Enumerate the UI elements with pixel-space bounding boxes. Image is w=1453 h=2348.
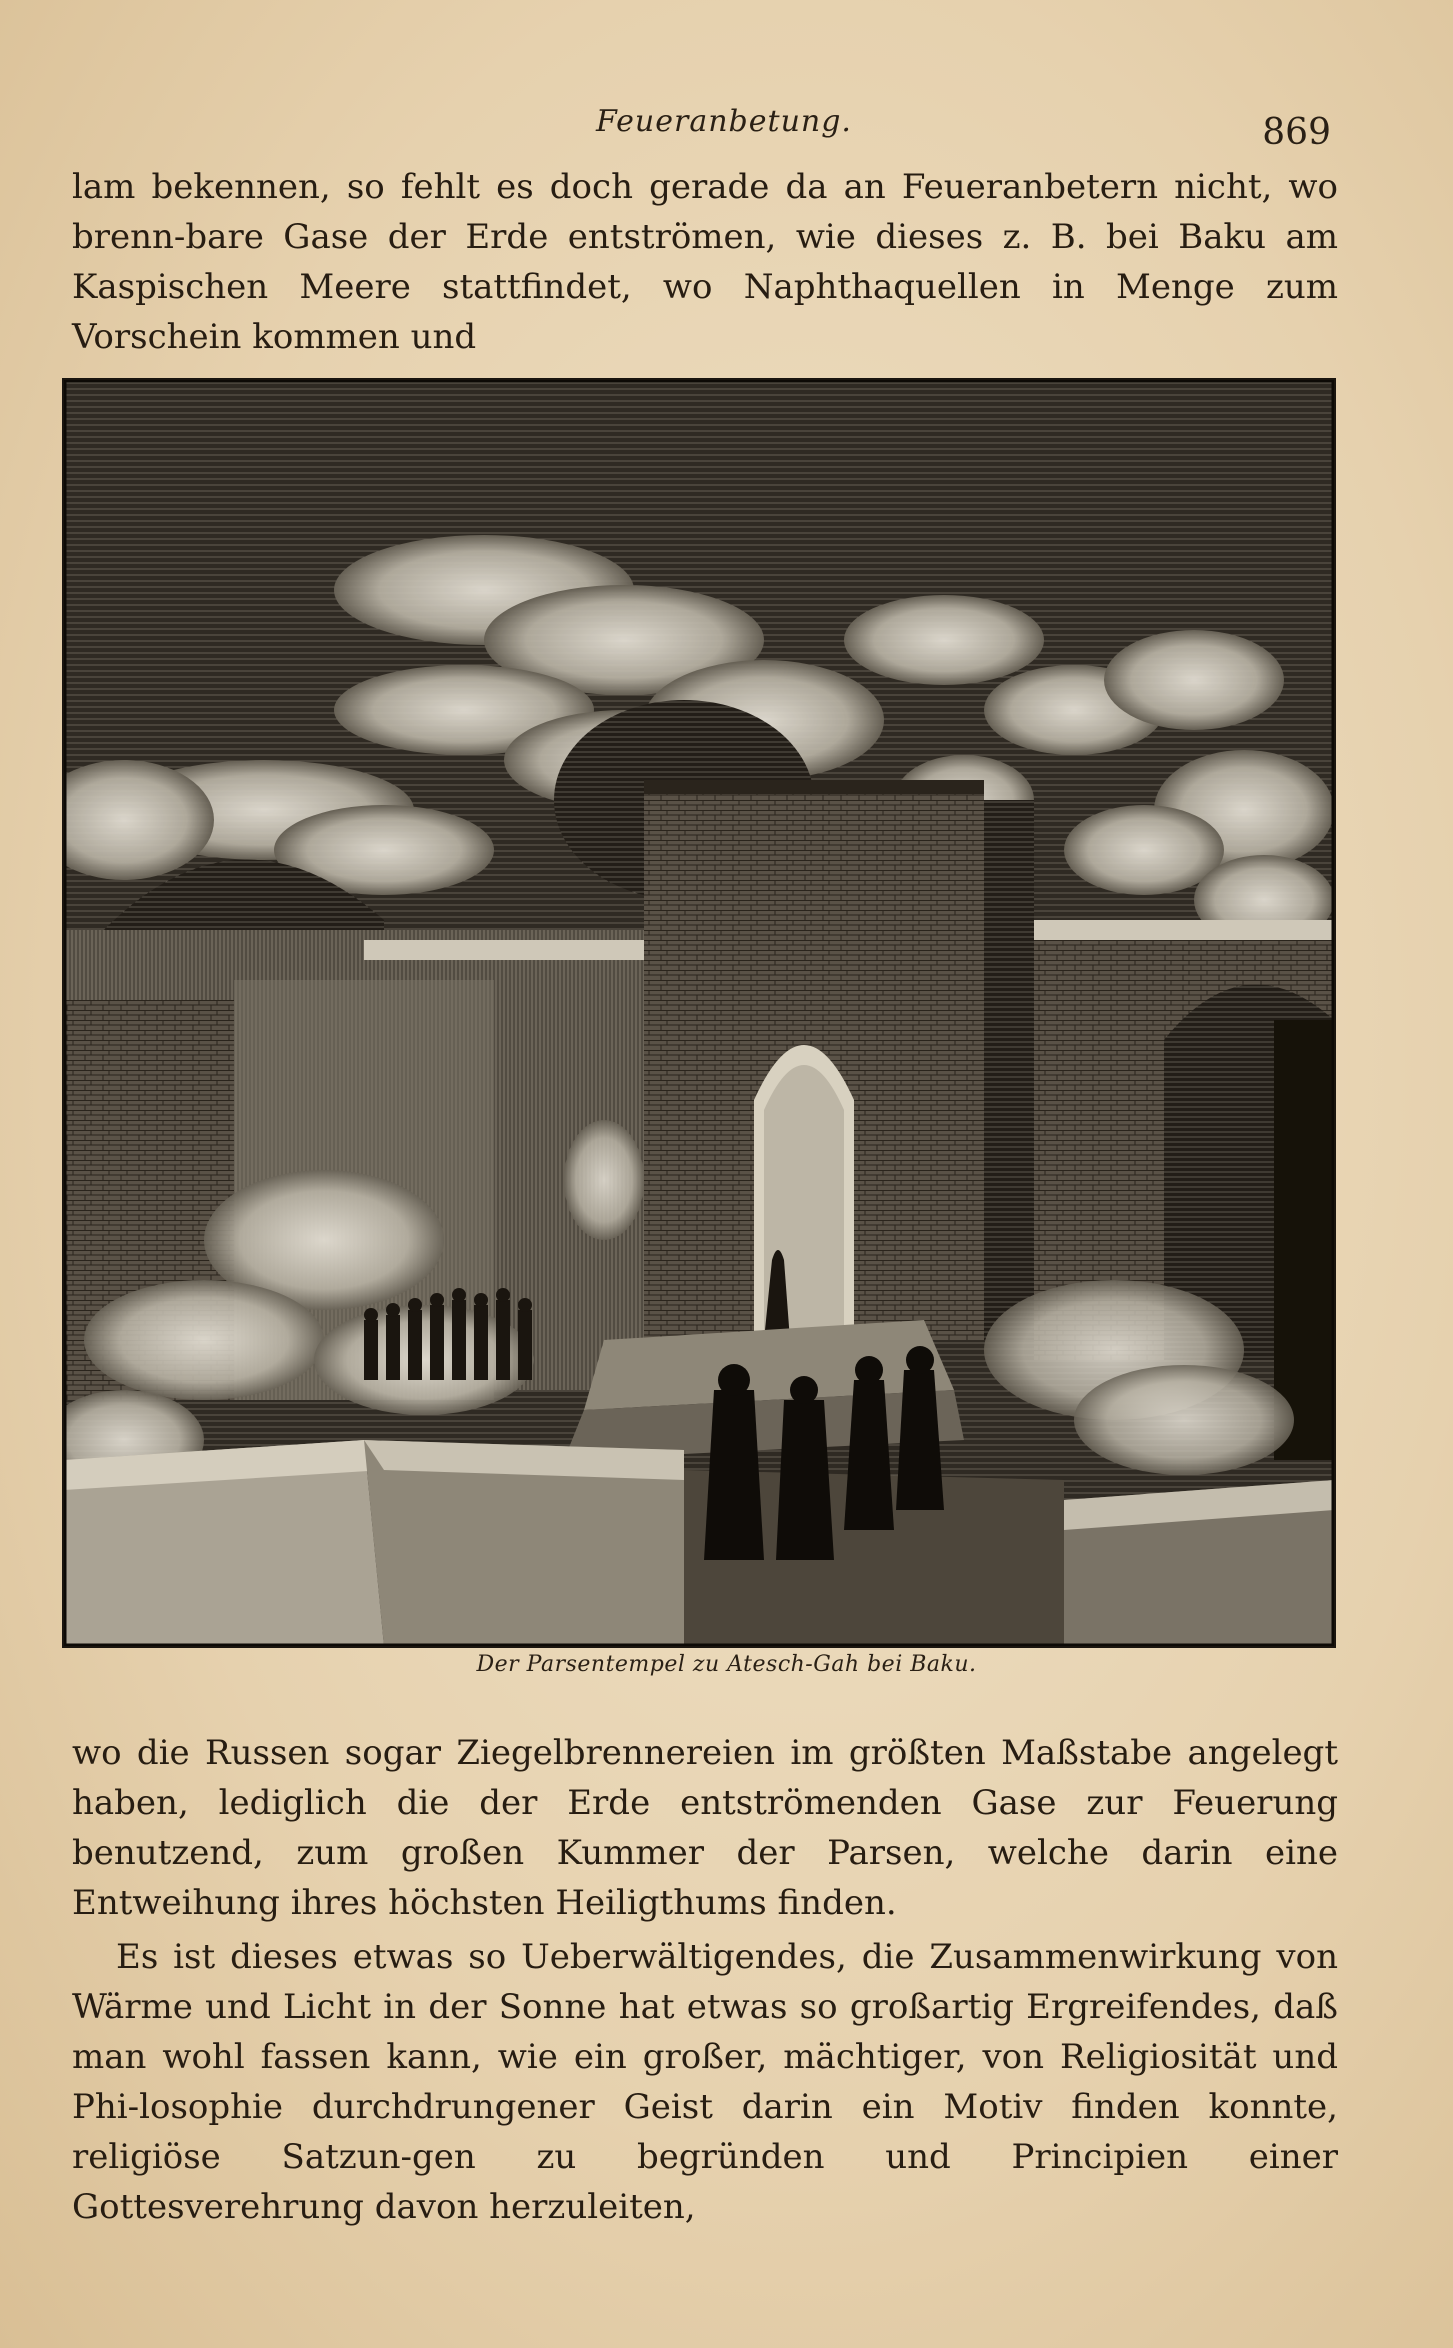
engraving-illustration <box>62 378 1336 1648</box>
temple-engraving <box>64 380 1334 1646</box>
paragraph-bottom-1: wo die Russen sogar Ziegelbrennereien im größten Maßstabe angelegt haben, lediglich die der Erde entströmenden Gase zur Feuerung benutzend, zum großen Kummer der Parsen, welche darin eine Entweihung ihres höchsten Heiligthums finden. <box>72 1733 1338 1923</box>
page-number: 869 <box>1262 112 1331 153</box>
paragraph-bottom-2: Es ist dieses etwas so Ueberwältigendes, die Zusammenwirkung von Wärme und Licht in der Sonne hat etwas so großartig Ergreifendes, daß man wohl fassen kann, wie ein großer, mächtiger, von Religiosität und Phi-losophie durchdrungener Geist darin ein Motiv finden konnte, religiöse Satzun-gen zu begründen und Principien einer Gottesverehrung davon herzuleiten, <box>72 1937 1338 2227</box>
running-title: Feueranbetung. <box>596 104 852 139</box>
paragraph-top: lam bekennen, so fehlt es doch gerade da an Feueranbetern nicht, wo brenn-bare Gase der Erde entströmen, wie dieses z. B. bei Baku am Kaspischen Meere stattfindet, wo Naphthaquellen in Menge zum Vorschein kommen und <box>72 167 1338 357</box>
figure-caption: Der Parsentempel zu Atesch-Gah bei Baku. <box>476 1652 977 1677</box>
left-crenellation <box>364 940 654 960</box>
